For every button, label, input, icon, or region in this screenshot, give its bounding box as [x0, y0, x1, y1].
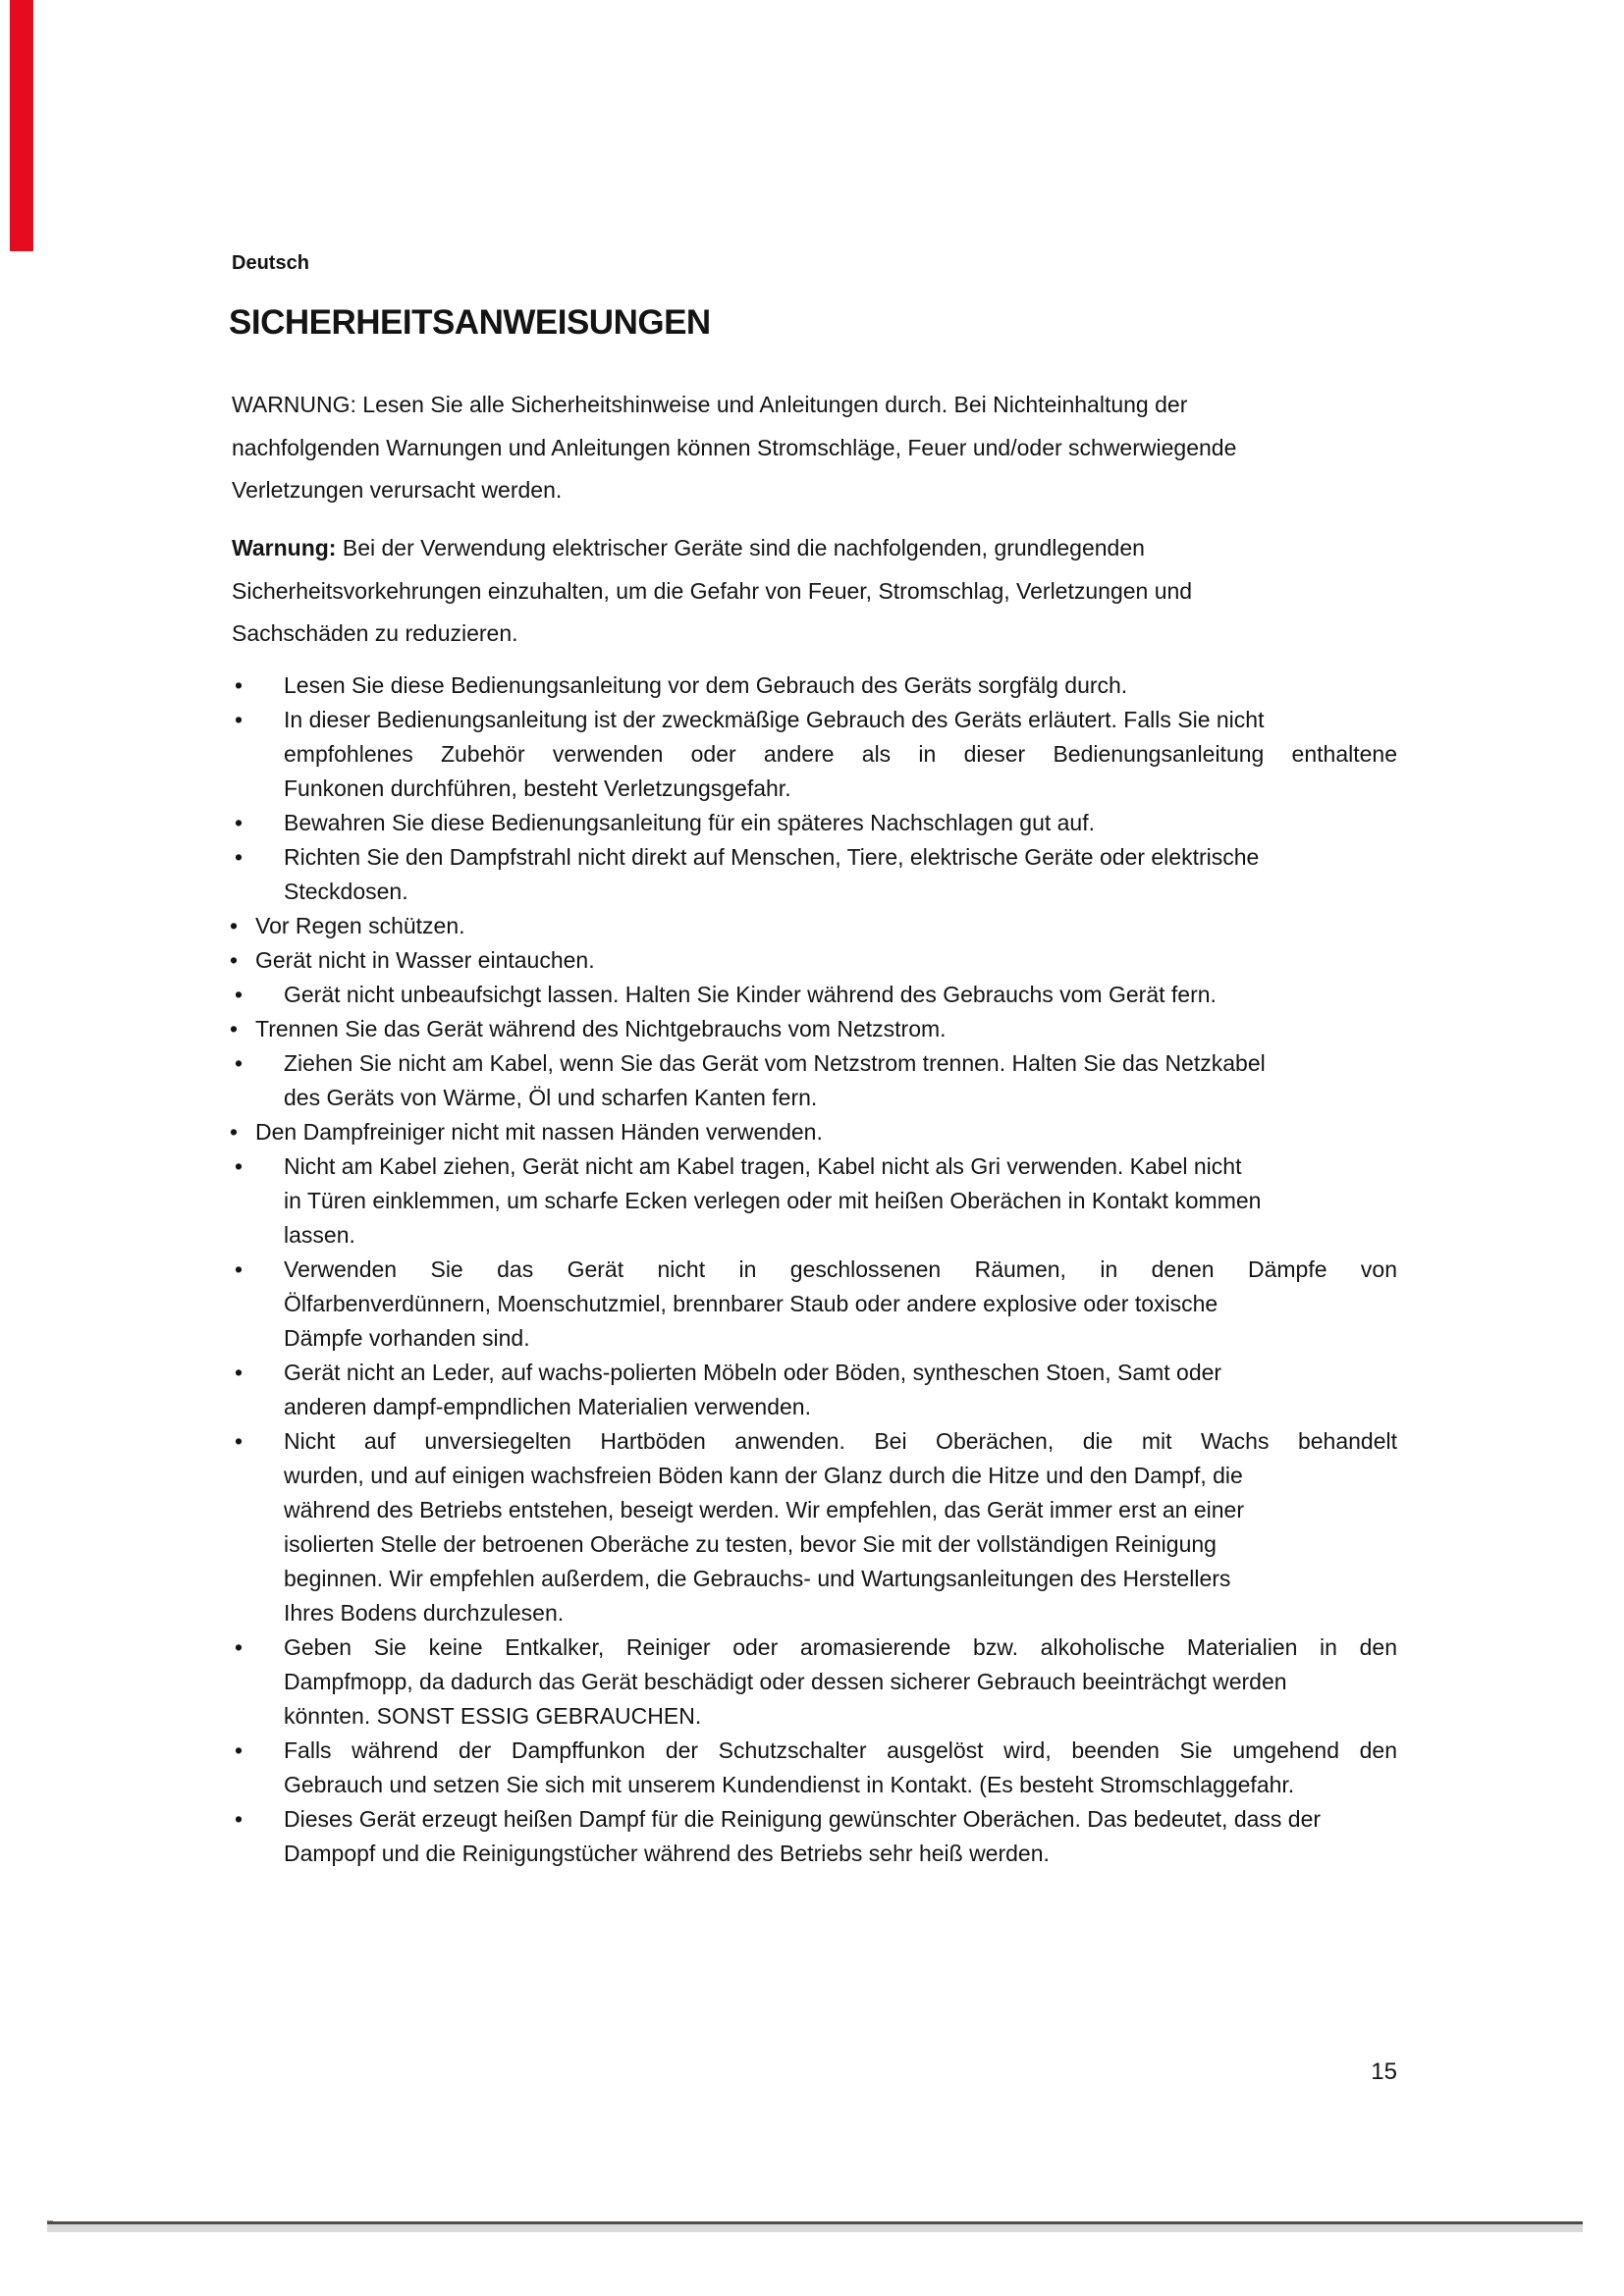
- language-label: Deutsch: [232, 252, 309, 274]
- bullet-9-line: Ziehen Sie nicht am Kabel, wenn Sie das Gerät vom Netzstrom trennen. Halten Sie das Netzkabel: [284, 1050, 1266, 1076]
- bullet-2-line: empfohlenes Zubehör verwenden oder andere als in dieser Bedienungsanleitung enthaltene: [284, 741, 1397, 767]
- bullet-icon: •: [235, 844, 244, 870]
- bullet-text: [284, 1253, 1397, 1356]
- warning-intro-line: Verletzungen verursacht werden.: [232, 477, 563, 503]
- bullet-2-line: In dieser Bedienungsanleitung ist der zweckmäßige Gebrauch des Geräts erläutert. Falls Sie nicht: [284, 707, 1265, 732]
- usage-warning-line: Sicherheitsvorkehrungen einzuhalten, um die Gefahr von Feuer, Stromschlag, Verletzungen und: [232, 577, 1193, 604]
- bullet-text: [284, 1046, 1397, 1115]
- bullet-14-line: Ihres Bodens durchzulesen.: [284, 1600, 565, 1626]
- safety-bullet-item: [232, 1046, 1397, 1115]
- bullet-icon: •: [235, 982, 244, 1007]
- safety-bullet-item: [232, 703, 1397, 806]
- safety-bullet-item: [232, 1356, 1397, 1424]
- usage-warning-line: Warnung: Bei der Verwendung elektrischer Geräte sind die nachfolgenden, grundlegenden: [232, 535, 1145, 561]
- bullet-14-line: isolierten Stelle der betroenen Oberäche zu testen, bevor Sie mit der vollständigen Reinigung: [284, 1531, 1217, 1557]
- bullet-16-line: Gebrauch und setzen Sie sich mit unserem Kundendienst in Kontakt. (Es besteht Stromschlaggefahr.: [284, 1772, 1295, 1797]
- safety-bullet-item: [232, 668, 1397, 703]
- bullet-icon: •: [230, 913, 239, 938]
- bullet-text: [284, 1802, 1397, 1871]
- bullet-icon: •: [230, 947, 239, 973]
- bullet-12-line: Verwenden Sie das Gerät nicht in geschlossenen Räumen, in denen Dämpfe von: [284, 1256, 1397, 1282]
- bullet-icon: •: [230, 1119, 239, 1145]
- bullet-icon: •: [235, 707, 244, 732]
- bullet-text: [284, 1356, 1397, 1424]
- bullet-text: [284, 1149, 1397, 1253]
- bullet-icon: •: [235, 1806, 244, 1832]
- bullet-icon: •: [235, 1360, 244, 1385]
- bullet-12-line: Ölfarbenverdünnern, Moenschutzmiel, brennbarer Staub oder andere explosive oder toxische: [284, 1291, 1218, 1316]
- bullet-text: [284, 668, 1397, 703]
- bullet-14-line: wurden, und auf einigen wachsfreien Böden kann der Glanz durch die Hitze und den Dampf, die: [284, 1463, 1243, 1488]
- bullet-icon: •: [235, 1428, 244, 1454]
- bullet-text: [284, 703, 1397, 806]
- bullet-text: [284, 806, 1397, 840]
- usage-warning-paragraph: [232, 527, 1397, 656]
- usage-warning-line: Sachschäden zu reduzieren.: [232, 620, 518, 646]
- safety-bullet-item: [232, 1802, 1397, 1871]
- bullet-11-line: Nicht am Kabel ziehen, Gerät nicht am Kabel tragen, Kabel nicht als Gri verwenden. Kabel nicht: [284, 1153, 1242, 1179]
- bullet-icon: •: [235, 1634, 244, 1660]
- bullet-13-line: Gerät nicht an Leder, auf wachs-polierten Möbeln oder Böden, syntheschen Stoen, Samt oder: [284, 1360, 1222, 1385]
- safety-bullet-item: [232, 1253, 1397, 1356]
- bullet-8-line: Trennen Sie das Gerät während des Nichtgebrauchs vom Netzstrom.: [255, 1016, 947, 1041]
- bullet-icon: •: [230, 1016, 239, 1041]
- bullet-9-line: des Geräts von Wärme, Öl und scharfen Kanten fern.: [284, 1085, 818, 1110]
- bullet-text: [255, 1012, 1397, 1046]
- bullet-14-line: während des Betriebs entstehen, beseigt werden. Wir empfehlen, das Gerät immer erst an einer: [284, 1497, 1244, 1522]
- safety-bullet-item: [232, 1734, 1397, 1802]
- bullet-14-line: Nicht auf unversiegelten Hartböden anwenden. Bei Oberächen, die mit Wachs behandelt: [284, 1428, 1397, 1454]
- bullet-icon: •: [235, 1737, 244, 1763]
- bullet-15-line: Geben Sie keine Entkalker, Reiniger oder aromasierende bzw. alkoholische Materialien in den: [284, 1634, 1397, 1660]
- bullet-17-line: Dampopf und die Reinigungstücher während des Betriebs sehr heiß werden.: [284, 1841, 1050, 1866]
- safety-bullet-item: [227, 1115, 1397, 1149]
- bullet-4-line: Steckdosen.: [284, 879, 408, 904]
- bullet-17-line: Dieses Gerät erzeugt heißen Dampf für die Reinigung gewünschter Oberächen. Das bedeutet, dass der: [284, 1806, 1322, 1832]
- warning-intro-line: WARNUNG: Lesen Sie alle Sicherheitshinweise und Anleitungen durch. Bei Nichteinhaltung der: [232, 392, 1188, 417]
- bullet-text: [255, 943, 1397, 978]
- usage-warning-bold-label: Warnung:: [232, 535, 337, 561]
- bullet-5-line: Vor Regen schützen.: [255, 913, 465, 938]
- bullet-icon: •: [235, 1256, 244, 1282]
- bullet-text: [284, 978, 1397, 1012]
- safety-bullet-item: [232, 1630, 1397, 1734]
- bullet-text: [284, 840, 1397, 909]
- safety-bullet-item: [227, 943, 1397, 978]
- safety-bullet-list: [232, 668, 1397, 1871]
- warning-intro-line: nachfolgenden Warnungen und Anleitungen können Stromschläge, Feuer und/oder schwerwiegende: [232, 434, 1237, 460]
- safety-bullet-item: [227, 1012, 1397, 1046]
- bullet-12-line: Dämpfe vorhanden sind.: [284, 1325, 530, 1351]
- warning-intro-paragraph: [232, 384, 1397, 512]
- bullet-icon: •: [235, 810, 244, 835]
- bullet-10-line: Den Dampfreiniger nicht mit nassen Händen verwenden.: [255, 1119, 823, 1145]
- bullet-11-line: in Türen einklemmen, um scharfe Ecken verlegen oder mit heißen Oberächen in Kontakt kommen: [284, 1188, 1262, 1213]
- safety-bullet-item: [232, 1424, 1397, 1630]
- footer-rule: [47, 2220, 1583, 2232]
- safety-bullet-item: [232, 1149, 1397, 1253]
- safety-bullet-item: [227, 909, 1397, 943]
- bullet-text: [284, 1630, 1397, 1734]
- bullet-15-line: Dampfmopp, da dadurch das Gerät beschädigt oder dessen sicherer Gebrauch beeinträchgt werden: [284, 1669, 1287, 1694]
- bullet-1-line: Lesen Sie diese Bedienungsanleitung vor dem Gebrauch des Geräts sorgfälg durch.: [284, 672, 1128, 698]
- bullet-text: [284, 1734, 1397, 1802]
- bullet-icon: •: [235, 1153, 244, 1179]
- bullet-13-line: anderen dampf-empndlichen Materialien verwenden.: [284, 1394, 811, 1419]
- bullet-2-line: Funkonen durchführen, besteht Verletzungsgefahr.: [284, 775, 791, 801]
- footer-rule-shadow: [47, 2224, 1583, 2232]
- bullet-3-line: Bewahren Sie diese Bedienungsanleitung für ein späteres Nachschlagen gut auf.: [284, 810, 1096, 835]
- bullet-11-line: lassen.: [284, 1222, 355, 1248]
- bullet-15-line: könnten. SONST ESSIG GEBRAUCHEN.: [284, 1703, 702, 1729]
- bullet-icon: •: [235, 1050, 244, 1076]
- bullet-text: [284, 1424, 1397, 1630]
- safety-bullet-item: [232, 978, 1397, 1012]
- safety-bullet-item: [232, 806, 1397, 840]
- bullet-7-line: Gerät nicht unbeaufsichgt lassen. Halten Sie Kinder während des Gebrauchs vom Gerät fern.: [284, 982, 1217, 1007]
- bullet-text: [255, 1115, 1397, 1149]
- bullet-14-line: beginnen. Wir empfehlen außerdem, die Gebrauchs- und Wartungsanleitungen des Herstellers: [284, 1566, 1231, 1591]
- safety-bullet-item: [232, 840, 1397, 909]
- page-title: SICHERHEITSANWEISUNGEN: [229, 303, 711, 342]
- page-number: 15: [1371, 2058, 1397, 2085]
- bullet-16-line: Falls während der Dampffunkon der Schutzschalter ausgelöst wird, beenden Sie umgehend den: [284, 1737, 1397, 1763]
- bullet-icon: •: [235, 672, 244, 698]
- bullet-4-line: Richten Sie den Dampfstrahl nicht direkt auf Menschen, Tiere, elektrische Geräte oder elektrische: [284, 844, 1260, 870]
- bullet-6-line: Gerät nicht in Wasser eintauchen.: [255, 947, 595, 973]
- red-ribbon-decoration: [10, 0, 33, 251]
- bullet-text: [255, 909, 1397, 943]
